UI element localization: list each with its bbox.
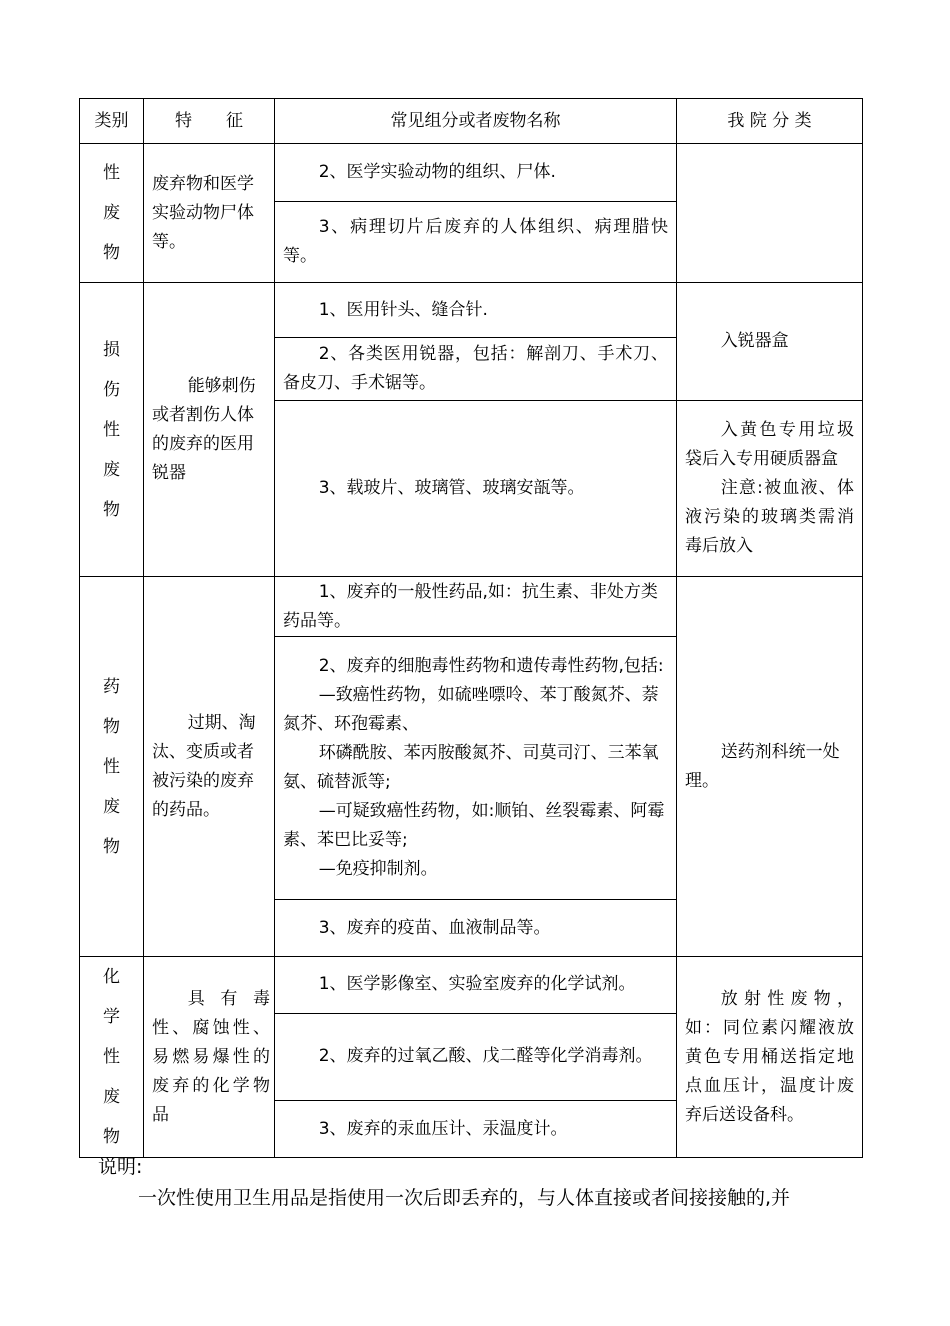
item-cell: 1、废弃的一般性药品,如：抗生素、非处方类药品等。 bbox=[275, 577, 677, 637]
category-cell: 药物性废物 bbox=[80, 577, 144, 957]
item-cell: 3、废弃的汞血压计、汞温度计。 bbox=[275, 1101, 677, 1158]
header-category: 类别 bbox=[80, 99, 144, 144]
category-cell: 化学性废物 bbox=[80, 957, 144, 1158]
header-classification: 我 院 分 类 bbox=[677, 99, 863, 144]
table-row bbox=[80, 144, 863, 202]
category-cell: 性废物 bbox=[80, 144, 144, 283]
item-cell: 2、各类医用锐器，包括：解剖刀、手术刀、备皮刀、手术锯等。 bbox=[275, 338, 677, 401]
medical-waste-table bbox=[79, 98, 863, 1158]
feature-cell: 能够刺伤或者割伤人体的废弃的医用锐器 bbox=[144, 283, 275, 577]
item-cell: 3、废弃的疫苗、血液制品等。 bbox=[275, 900, 677, 957]
item-cell: 3、载玻片、玻璃管、玻璃安瓿等。 bbox=[275, 401, 677, 577]
classification-cell bbox=[677, 144, 863, 283]
item-cell: 3、病理切片后废弃的人体组织、病理腊快等。 bbox=[275, 202, 677, 283]
classification-cell: 入锐器盒 bbox=[677, 283, 863, 401]
category-cell: 损伤性废物 bbox=[80, 283, 144, 577]
table-row bbox=[80, 577, 863, 637]
header-components: 常见组分或者废物名称 bbox=[275, 99, 677, 144]
item-cell: 2、废弃的过氧乙酸、戊二醛等化学消毒剂。 bbox=[275, 1013, 677, 1100]
item-cell: 2、废弃的细胞毒性药物和遗传毒性药物,包括: —致癌性药物，如硫唑嘌呤、苯丁酸氮芥、萘氮芥、环孢霉素、 环磷酰胺、苯丙胺酸氮芥、司莫司汀、三苯氧氨、硫替派等; —可疑致癌性药物，如:顺铂、丝裂霉素、阿霉素、苯巴比妥等; —免疫抑制剂。 bbox=[275, 637, 677, 900]
item-cell: 2、医学实验动物的组织、尸体. bbox=[275, 144, 677, 202]
table-row bbox=[80, 283, 863, 338]
note-label: 说明: bbox=[98, 1156, 143, 1178]
item-cell: 1、医用针头、缝合针. bbox=[275, 283, 677, 338]
feature-cell: 过期、淘汰、变质或者被污染的废弃的药品。 bbox=[144, 577, 275, 957]
classification-cell: 入黄色专用垃圾袋后入专用硬质器盒 注意:被血液、体液污染的玻璃类需消毒后放入 bbox=[677, 401, 863, 577]
classification-cell: 送药剂科统一处理。 bbox=[677, 577, 863, 957]
feature-cell: 具有毒性、腐蚀性、易燃易爆性的废弃的化学物品 bbox=[144, 957, 275, 1158]
feature-cell: 废弃物和医学实验动物尸体等。 bbox=[144, 144, 275, 283]
note-paragraph: 一次性使用卫生用品是指使用一次后即丢弃的，与人体直接或者间接接触的,并 bbox=[138, 1187, 791, 1209]
table-row bbox=[80, 957, 863, 1014]
classification-cell: 放射性废物，如：同位素闪耀液放黄色专用桶送指定地点血压计，温度计废弃后送设备科。 bbox=[677, 957, 863, 1158]
header-row bbox=[80, 99, 863, 144]
header-feature: 特 征 bbox=[144, 99, 275, 144]
item-cell: 1、医学影像室、实验室废弃的化学试剂。 bbox=[275, 957, 677, 1014]
